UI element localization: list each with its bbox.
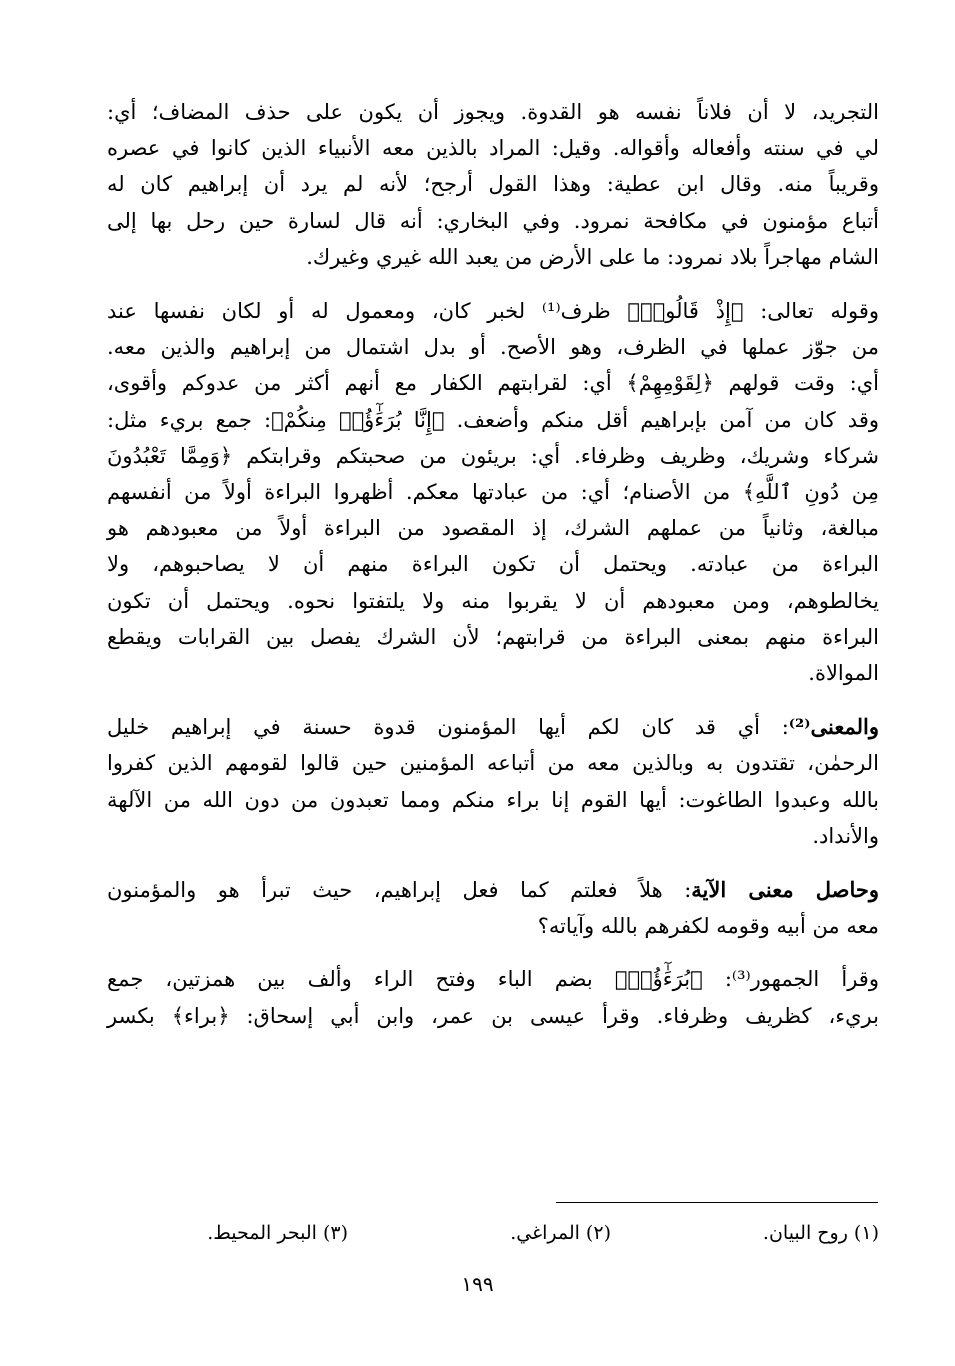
text-line: وقوله تعالى: ﴿إِذْ قَالُوا۟﴾ ظرف⁽¹⁾ لخبر كان، ومعمول له أو لكان نفسها عند (107, 299, 879, 324)
text-line: التجريد، لا أن فلاناً نفسه هو القدوة. ويجوز أن يكون على حذف المضاف؛ أي: (107, 100, 879, 124)
text-line: الموالاة. (808, 661, 879, 686)
text-line: البراءة من عبادته. ويحتمل أن تكون البراءة منهم أن لا يصاحبوهم، ولا (107, 552, 879, 577)
text-line: أي: وقت قولهم ﴿لِقَوْمِهِمْ﴾ أي: لقرابتهم الكفار مع أنهم أكثر من عدوكم وأقوى، (107, 371, 879, 396)
text-line: وقد كان من آمن بإبراهيم أقل منكم وأضعف. ﴿إِنَّا بُرَءَٰٓؤُا۟ مِنكُمْ﴾: جمع بريء مثل: (107, 407, 879, 432)
text-line (107, 872, 879, 908)
text-line: مِن دُونِ ٱللَّهِ﴾ من الأصنام؛ أي: من عبادتها معكم. أظهروا البراءة أولاً من أنفسهم (107, 480, 879, 505)
footnote-2: (٢) المراغي. (510, 1222, 611, 1244)
text-line: الشام مهاجراً بلاد نمرود: ما على الأرض من يعبد الله غيري وغيرك. (306, 244, 879, 269)
paragraph-4 (107, 872, 879, 944)
paragraph-lead: والمعنى⁽²⁾ (788, 714, 879, 740)
text-run: : هلاً فعلتم كما فعل إبراهيم، حيث تبرأ هو والمؤمنون (107, 878, 692, 903)
text-run: : أي قد كان لكم أيها المؤمنون قدوة حسنة في إبراهيم خليل (107, 715, 789, 740)
text-line: والأنداد. (812, 823, 879, 848)
text-line: البراءة منهم بمعنى البراءة من قرابتهم؛ لأن الشرك يفصل بين القرابات ويقطع (107, 624, 879, 649)
text-line: من جوّز عملها في الظرف، وهو الأصح. أو بدل اشتمال من إبراهيم والذين معه. (107, 335, 879, 360)
footnote-divider (556, 1202, 878, 1203)
text-line: لي في سنته وأفعاله وأقواله. وقيل: المراد بالذين معه الأنبياء الذين كانوا في عصره (107, 136, 879, 161)
paragraph-lead: وحاصل معنى الآية (691, 877, 879, 903)
text-line: الرحمٰن، تقتدون به وبالذين معه من أتباعه المؤمنين حين قالوا لقومهم الذين كفروا (107, 751, 879, 776)
text-line: معه من أبيه وقومه لكفرهم بالله وآياته؟ (537, 914, 879, 939)
paragraph-2 (107, 293, 879, 691)
text-line: شركاء وشريك، وظريف وظرفاء. أي: بريئون من صحبتكم وقرابتكم ﴿وَمِمَّا تَعْبُدُونَ (107, 443, 879, 468)
text-line: يخالطوهم، ومن معبودهم أن لا يقربوا منه ولا يلتفتوا نحوه. ويحتمل أن تكون (107, 588, 879, 613)
text-line: أتباع مؤمنون في مكافحة نمرود. وفي البخاري: أنه قال لسارة حين رحل بها إلى (107, 208, 879, 233)
page-body (107, 94, 879, 1034)
text-line: وقرأ الجمهور⁽³⁾: ﴿بُرَءَٰٓؤُا۟﴾ بضم الباء وفتح الراء وألف بين همزتين، جمع (107, 967, 879, 992)
paragraph-5 (107, 961, 879, 1033)
footnote-3: (٣) البحر المحيط. (207, 1222, 348, 1244)
text-line: وقريباً منه. وقال ابن عطية: وهذا القول أرجح؛ لأنه لم يرد أن إبراهيم كان له (107, 172, 879, 197)
text-line: بالله وعبدوا الطاغوت: أيها القوم إنا براء منكم ومما تعبدون من دون الله من الآلهة (107, 787, 879, 812)
footnote-1: (١) روح البيان. (762, 1222, 879, 1244)
page-number: ١٩٩ (461, 1272, 494, 1296)
text-line: بريء، كظريف وظرفاء. وقرأ عيسى بن عمر، وابن أبي إسحاق: ﴿براء﴾ بكسر (107, 1003, 879, 1028)
text-line: مبالغة، وثانياً من عملهم الشرك، إذ المقصود من البراءة أولاً من معبودهم هو (107, 516, 879, 541)
paragraph-1 (107, 94, 879, 275)
paragraph-3 (107, 709, 879, 854)
text-line (107, 709, 879, 745)
